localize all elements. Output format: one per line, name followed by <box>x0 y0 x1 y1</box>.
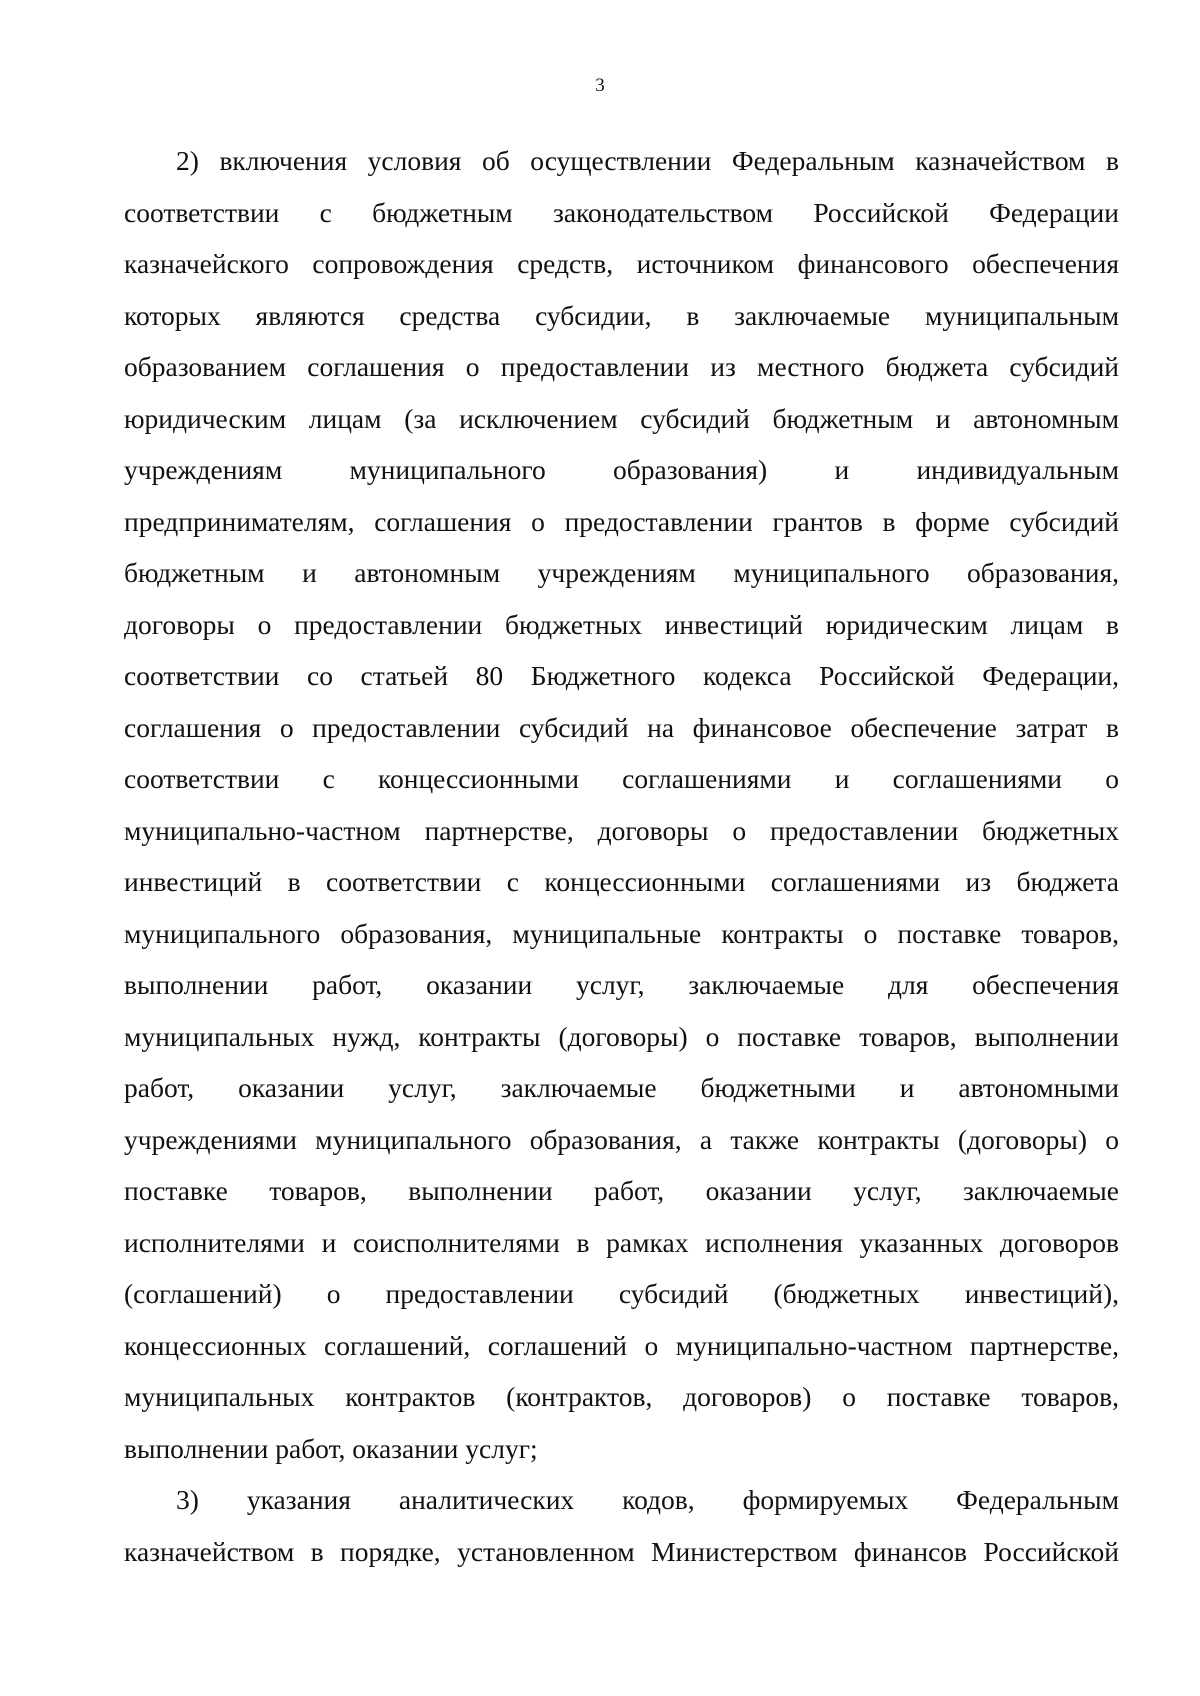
text-line: предпринимателям, соглашения о предоставлении грантов в форме субсидий <box>124 505 1119 537</box>
text-line: казначейского сопровождения средств, источником финансового обеспечения <box>124 248 1119 279</box>
text-line: соответствии с концессионными соглашениями и соглашениями о <box>124 763 1119 794</box>
text-line: бюджетным и автономным учреждениям муниципального образования, <box>124 557 1119 588</box>
text-line: муниципального образования, муниципальные контракты о поставке товаров, <box>124 917 1119 949</box>
text-line: муниципальных контрактов (контрактов, договоров) о поставке товаров, <box>124 1381 1119 1412</box>
text-line: 3) указания аналитических кодов, формируемых Федеральным <box>176 1484 1119 1515</box>
text-line: выполнении работ, оказании услуг, заключаемые для обеспечения <box>124 969 1119 1000</box>
text-line: выполнении работ, оказании услуг; <box>124 1432 538 1464</box>
text-line: 2) включения условия об осуществлении Федеральным казначейством в <box>176 145 1119 176</box>
text-line: учреждениями муниципального образования, а также контракты (договоры) о <box>124 1123 1119 1155</box>
text-line: соответствии со статьей 80 Бюджетного кодекса Российской Федерации, <box>124 660 1119 691</box>
text-line: работ, оказании услуг, заключаемые бюджетными и автономными <box>124 1072 1119 1103</box>
text-line: договоры о предоставлении бюджетных инвестиций юридическим лицам в <box>124 608 1119 640</box>
text-line: соглашения о предоставлении субсидий на финансовое обеспечение затрат в <box>124 711 1119 743</box>
text-line: образованием соглашения о предоставлении из местного бюджета субсидий <box>124 351 1119 382</box>
text-line: инвестиций в соответствии с концессионными соглашениями из бюджета <box>124 866 1119 897</box>
paragraph-item-3 <box>124 1474 1119 1577</box>
page-number: 3 <box>595 75 605 96</box>
document-body <box>124 135 1119 1577</box>
text-line: учреждениям муниципального образования) и индивидуальным <box>124 454 1119 485</box>
text-line: поставке товаров, выполнении работ, оказании услуг, заключаемые <box>124 1175 1119 1206</box>
paragraph-item-2 <box>124 135 1119 1474</box>
text-line: муниципальных нужд, контракты (договоры) о поставке товаров, выполнении <box>124 1020 1119 1052</box>
text-line: концессионных соглашений, соглашений о муниципально-частном партнерстве, <box>124 1329 1119 1361</box>
text-line: муниципально-частном партнерстве, договоры о предоставлении бюджетных <box>124 814 1119 846</box>
text-line: которых являются средства субсидии, в заключаемые муниципальным <box>124 299 1119 331</box>
text-line: исполнителями и соисполнителями в рамках исполнения указанных договоров <box>124 1226 1119 1258</box>
text-line: соответствии с бюджетным законодательством Российской Федерации <box>124 196 1119 228</box>
text-line: (соглашений) о предоставлении субсидий (бюджетных инвестиций), <box>124 1278 1119 1309</box>
text-line: юридическим лицам (за исключением субсидий бюджетным и автономным <box>124 402 1119 434</box>
text-line: казначейством в порядке, установленном Министерством финансов Российской <box>124 1535 1119 1567</box>
